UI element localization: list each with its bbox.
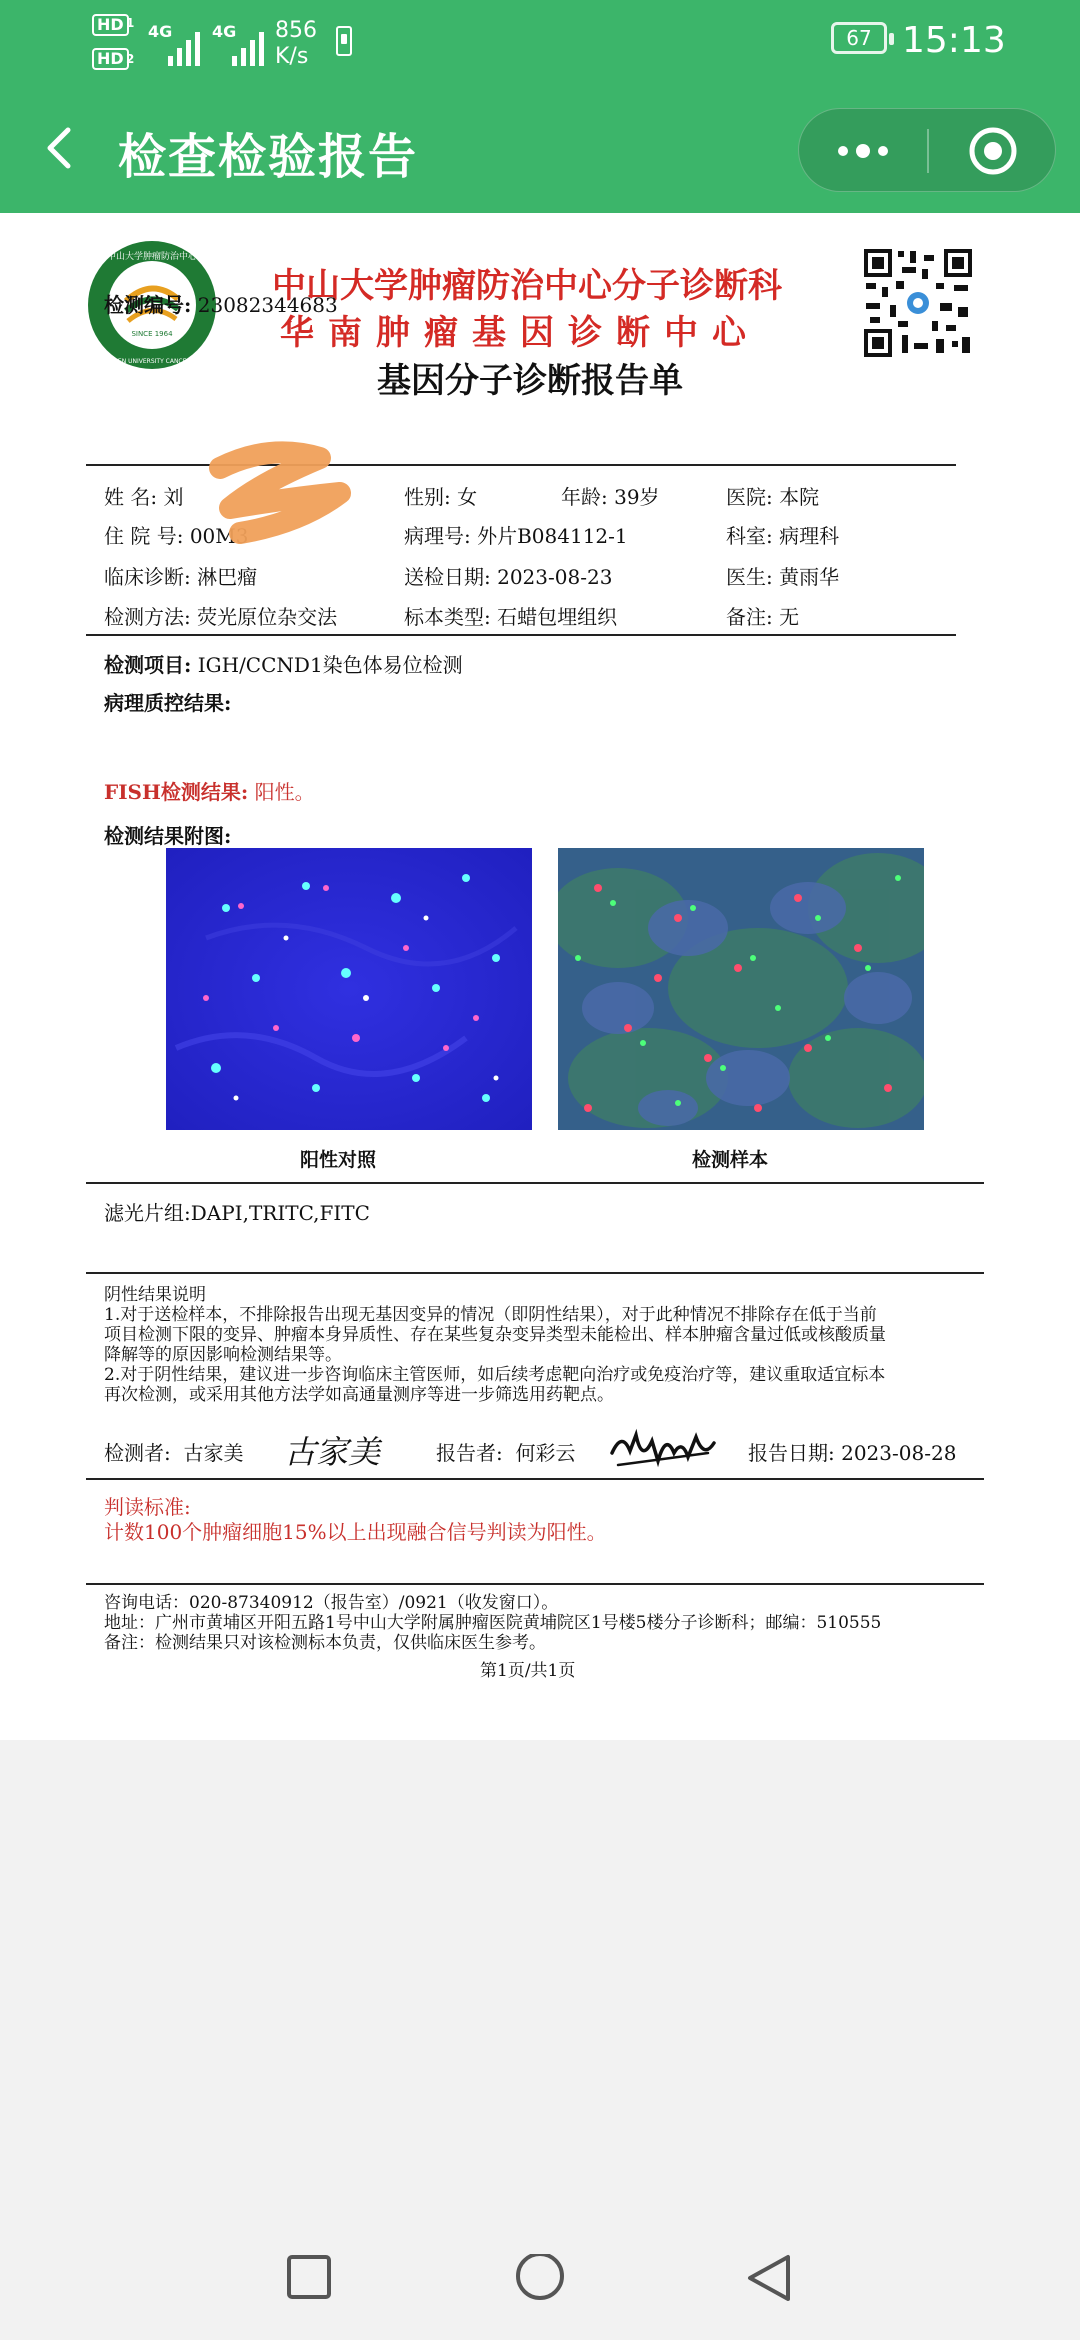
more-dot-center <box>856 144 870 158</box>
department: 科室: 病理科 <box>726 524 840 548</box>
divider <box>86 1272 984 1274</box>
svg-text:中山大学肿瘤防治中心: 中山大学肿瘤防治中心 <box>106 252 198 262</box>
svg-text:SINCE 1964: SINCE 1964 <box>131 330 173 338</box>
notes-line: 降解等的原因影响检测结果等。 <box>104 1345 342 1365</box>
fish-result: FISH检测结果: 阳性。 <box>104 780 315 804</box>
doctor: 医生: 黄雨华 <box>726 565 840 589</box>
more-dot-right <box>878 146 888 156</box>
top-bar <box>0 0 1080 213</box>
sim-card-icon <box>336 26 352 56</box>
test-method: 检测方法: 荧光原位杂交法 <box>104 605 338 629</box>
filter-set: 滤光片组:DAPI,TRITC,FITC <box>104 1201 370 1225</box>
divider <box>86 1478 984 1480</box>
submit-date: 送检日期: 2023-08-23 <box>404 565 613 589</box>
patient-age: 年龄: 39岁 <box>561 485 660 509</box>
remark: 备注: 无 <box>726 605 800 629</box>
test-item: 检测项目: IGH/CCND1染色体易位检测 <box>104 653 463 677</box>
close-miniprogram-button[interactable] <box>929 109 1057 193</box>
divider <box>86 1583 984 1585</box>
signal-bars-2-icon <box>232 26 264 66</box>
divider <box>86 1182 984 1184</box>
images-heading: 检测结果附图: <box>104 824 232 848</box>
battery-level: 67 <box>846 26 872 50</box>
triangle-back-icon[interactable] <box>744 2254 794 2306</box>
test-sample-image <box>558 848 924 1130</box>
positive-control-image <box>166 848 532 1130</box>
speed-value: 856 <box>275 18 317 43</box>
hospital: 医院: 本院 <box>726 485 820 509</box>
status-time: 15:13 <box>902 20 1006 61</box>
network-type-2: 4G <box>212 22 237 41</box>
reporter-signature <box>608 1423 718 1473</box>
patient-name: 姓 名: 刘 <box>104 485 184 509</box>
speed-unit: K/s <box>275 44 309 69</box>
more-dots-icon <box>838 146 848 156</box>
square-icon[interactable] <box>286 2254 332 2300</box>
report-date: 报告日期: 2023-08-28 <box>748 1441 957 1465</box>
target-circle-icon <box>929 109 1057 193</box>
test-number: 检测编号: 23082344683 <box>104 293 338 317</box>
circle-icon[interactable] <box>514 2254 566 2306</box>
notes-line: 项目检测下限的变异、肿瘤本身异质性、存在某些复杂变异类型未能检出、样本肿瘤含量过低或核酸质量 <box>104 1325 886 1345</box>
status-bar <box>0 0 1080 88</box>
qr-code-icon <box>862 247 974 359</box>
footer-address: 地址：广州市黄埔区开阳五路1号中山大学附属肿瘤医院黄埔院区1号楼5楼分子诊断科；邮编：510555 <box>104 1613 882 1633</box>
caption-test-sample: 检测样本 <box>692 1149 769 1171</box>
battery-icon <box>831 22 887 54</box>
footer-phone: 咨询电话：020-87340912（报告室）/0921（收发窗口）。 <box>104 1593 559 1613</box>
svg-text:SUN YAT-SEN UNIVERSITY CANCER: SUN YAT-SEN UNIVERSITY CANCER CENTER <box>87 358 217 365</box>
footer-remark: 备注：检测结果只对该检测标本负责，仅供临床医生参考。 <box>104 1633 546 1653</box>
tester-signature: 古家美 <box>284 1433 381 1471</box>
negative-result-notes <box>104 1285 886 1405</box>
page-title: 检查检验报告 <box>118 129 419 185</box>
hd-badge-sim2: HD <box>92 48 129 70</box>
criteria-label: 判读标准: <box>104 1495 191 1519</box>
caption-positive-control: 阳性对照 <box>300 1149 377 1171</box>
clinical-diagnosis: 临床诊断: 淋巴瘤 <box>104 565 258 589</box>
more-button[interactable] <box>799 109 927 193</box>
specimen-type: 标本类型: 石蜡包埋组织 <box>404 605 618 629</box>
page-indicator: 第1页/共1页 <box>480 1661 576 1681</box>
chevron-left-icon <box>36 118 86 178</box>
qc-result: 病理质控结果: <box>104 691 232 715</box>
redaction-scribble <box>200 438 360 548</box>
org-name-line2: 华南肿瘤基因诊断中心 <box>280 313 760 353</box>
pathology-number: 病理号: 外片B084112-1 <box>404 524 628 548</box>
patient-gender: 性别: 女 <box>404 485 478 509</box>
document-title: 基因分子诊断报告单 <box>377 361 683 401</box>
notes-line: 1.对于送检样本，不排除报告出现无基因变异的情况（即阴性结果），对于此种情况不排除存在低于当前 <box>104 1305 877 1325</box>
tester: 检测者: 古家美 <box>104 1441 244 1465</box>
miniprogram-capsule <box>798 108 1056 192</box>
notes-title: 阴性结果说明 <box>104 1285 206 1305</box>
notes-line: 再次检测，或采用其他方法学如高通量测序等进一步筛选用药靶点。 <box>104 1385 614 1405</box>
reporter: 报告者: 何彩云 <box>436 1441 576 1465</box>
divider <box>86 634 956 636</box>
network-speed <box>275 18 317 70</box>
sim1-index: 1 <box>126 16 135 30</box>
admission-number: 住 院 号: 00M3 <box>104 524 249 548</box>
report-document <box>0 213 1080 1740</box>
system-navigation-bar <box>0 2214 1080 2340</box>
network-type-1: 4G <box>148 22 173 41</box>
title-bar <box>0 88 1080 213</box>
sim2-index: 2 <box>126 52 135 66</box>
hd-badge-sim1: HD <box>92 14 129 36</box>
criteria-text: 计数100个肿瘤细胞15%以上出现融合信号判读为阳性。 <box>104 1520 607 1544</box>
signal-bars-1-icon <box>168 26 200 66</box>
report-footer <box>104 1593 881 1653</box>
org-name-line1: 中山大学肿瘤防治中心分子诊断科 <box>272 266 782 306</box>
notes-line: 2.对于阴性结果，建议进一步咨询临床主管医师，如后续考虑靶向治疗或免疫治疗等，建议重取适宜标本 <box>104 1365 886 1385</box>
back-button[interactable] <box>36 118 86 178</box>
